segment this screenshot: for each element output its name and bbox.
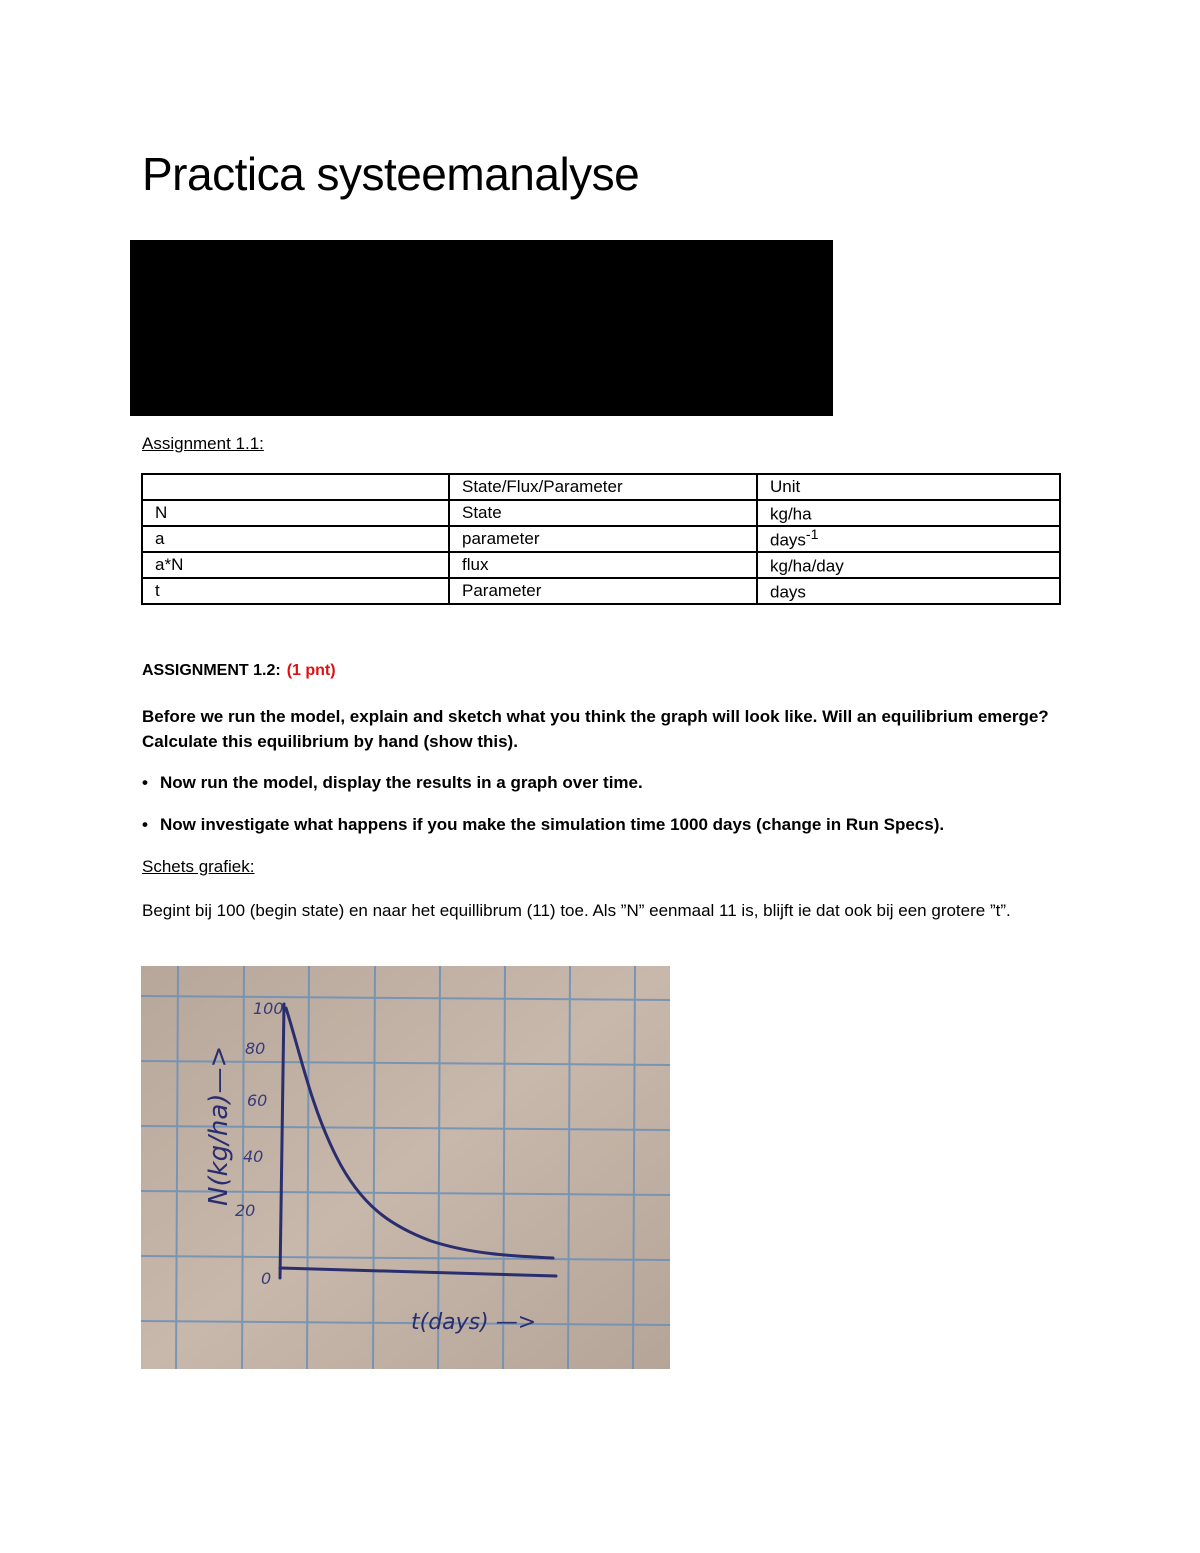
variables-table xyxy=(141,473,1061,605)
unit-exponent: -1 xyxy=(805,527,819,544)
table-cell-name: a*N xyxy=(142,552,449,578)
table-row xyxy=(142,578,1060,604)
y-tick-label: 40 xyxy=(243,1147,264,1166)
unit-text: kg/ha xyxy=(770,504,812,524)
table-cell-unit xyxy=(757,578,1060,604)
hand-drawn-graph-photo xyxy=(141,966,670,1369)
assignment-1-2-label: ASSIGNMENT 1.2: xyxy=(142,662,281,679)
table-header-cell xyxy=(142,474,449,500)
list-item xyxy=(142,812,944,854)
y-tick-label: 0 xyxy=(261,1269,272,1288)
sketch-answer: Begint bij 100 (begin state) en naar het equillibrum (11) toe. Als ”N” eenmaal 11 is, blijft ie dat ook bij een grotere ”t”. xyxy=(142,901,1011,920)
task-list xyxy=(142,770,944,854)
table-cell-unit xyxy=(757,526,1060,552)
table-cell-type: parameter xyxy=(449,526,757,552)
bullet-icon: • xyxy=(142,815,148,834)
y-axis-label: N(kg/ha)—> xyxy=(204,1045,234,1206)
bullet-icon: • xyxy=(142,773,148,792)
table-cell-name: N xyxy=(142,500,449,526)
table-cell-type: Parameter xyxy=(449,578,757,604)
table-row xyxy=(142,552,1060,578)
unit-text: days xyxy=(770,530,806,550)
list-item-text: Now investigate what happens if you make the simulation time 1000 days (change in Run Specs). xyxy=(160,815,945,834)
table-cell-unit xyxy=(757,552,1060,578)
table-row xyxy=(142,526,1060,552)
table-header-row xyxy=(142,474,1060,500)
sketch-heading: Schets grafiek: xyxy=(142,857,255,876)
redacted-block xyxy=(130,240,833,416)
y-tick-label: 100 xyxy=(253,999,284,1018)
table-header-cell: State/Flux/Parameter xyxy=(449,474,757,500)
list-item xyxy=(142,770,944,812)
y-tick-label: 60 xyxy=(247,1091,268,1110)
y-tick-label: 20 xyxy=(235,1201,256,1220)
assignment-1-2-intro: Before we run the model, explain and sketch what you think the graph will look like. Will an equilibrium emerge? Calculate this equilibrium by hand (show this). xyxy=(142,707,1049,751)
list-item-text: Now run the model, display the results in a graph over time. xyxy=(160,773,643,792)
table-cell-unit xyxy=(757,500,1060,526)
table-cell-type: State xyxy=(449,500,757,526)
y-tick-label: 80 xyxy=(245,1039,266,1058)
assignment-1-1-heading: Assignment 1.1: xyxy=(142,434,264,453)
points-badge: (1 pnt) xyxy=(286,662,336,679)
table-cell-name: a xyxy=(142,526,449,552)
unit-text: days xyxy=(770,582,806,602)
table-header-cell: Unit xyxy=(757,474,1060,500)
table-row xyxy=(142,500,1060,526)
unit-text: kg/ha/day xyxy=(770,556,844,576)
assignment-1-2-heading xyxy=(142,662,336,680)
table-cell-type: flux xyxy=(449,552,757,578)
table-cell-name: t xyxy=(142,578,449,604)
page-title: Practica systeemanalyse xyxy=(142,148,640,200)
x-axis-label: t(days) —> xyxy=(411,1310,537,1335)
